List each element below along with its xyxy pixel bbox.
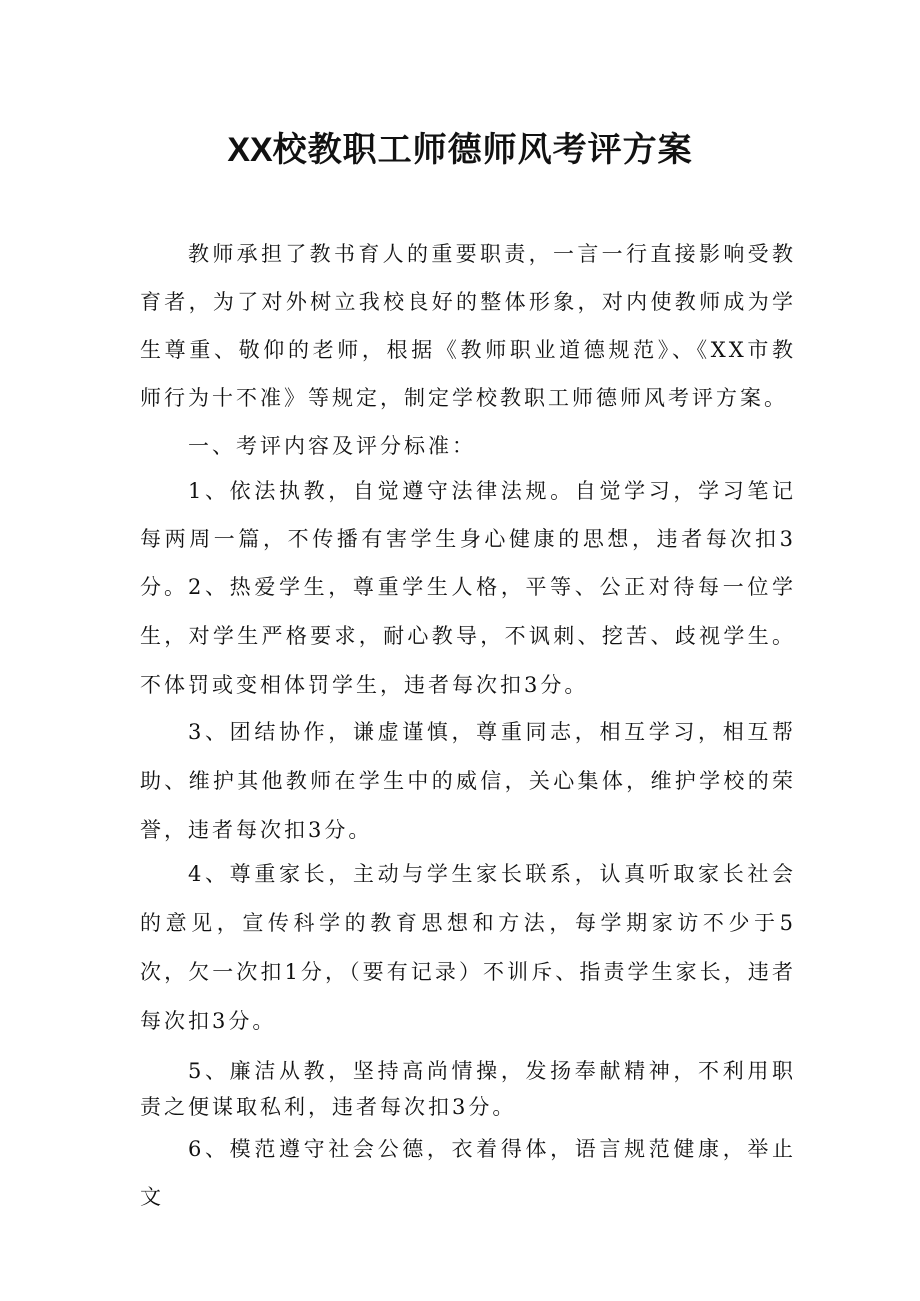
document-title bbox=[0, 128, 920, 172]
item-3: 3、团结协作，谦虚谨慎，尊重同志，相互学习，相互帮助、维护其他教师在学生中的威信，关心集体，维护学校的荣誉，违者每次扣3分。 bbox=[140, 720, 796, 842]
title-text: 校教职工师德师风考评方案 bbox=[272, 130, 693, 170]
item-2: 2、热爱学生，尊重学生人格，平等、公正对待每一位学生，对学生严格要求，耐心教导，不讽刺、挖苦、歧视学生。不体罚或变相体罚学生，违者每次扣3分。 bbox=[140, 575, 796, 697]
title-prefix: XX bbox=[227, 131, 273, 169]
section-heading: 一、考评内容及评分标准： bbox=[188, 434, 476, 458]
intro-paragraph: 教师承担了教书育人的重要职责，一言一行直接影响受教育者，为了对外树立我校良好的整体形象，对内使教师成为学生尊重、敬仰的老师，根据《教师职业道德规范》、《XX市教师行为十不准》等规定，制定学校教职工师德师风考评方案。 bbox=[140, 242, 796, 410]
item-4: 4、尊重家长，主动与学生家长联系，认真听取家长社会的意见，宣传科学的教育思想和方法，每学期家访不少于5次，欠一次扣1分，（要有记录）不训斥、指责学生家长，违者每次扣3分。 bbox=[140, 862, 796, 1033]
item-5: 5、廉洁从教，坚持高尚情操，发扬奉献精神，不利用职责之便谋取私利，违者每次扣3分。 bbox=[140, 1059, 796, 1119]
item-1: 1、依法执教，自觉遵守法律法规。自觉学习，学习笔记每两周一篇，不传播有害学生身心健康的思想，违者每次扣3分。 bbox=[140, 479, 796, 599]
item-6: 6、模范遵守社会公德，衣着得体，语言规范健康，举止文 bbox=[140, 1137, 796, 1209]
